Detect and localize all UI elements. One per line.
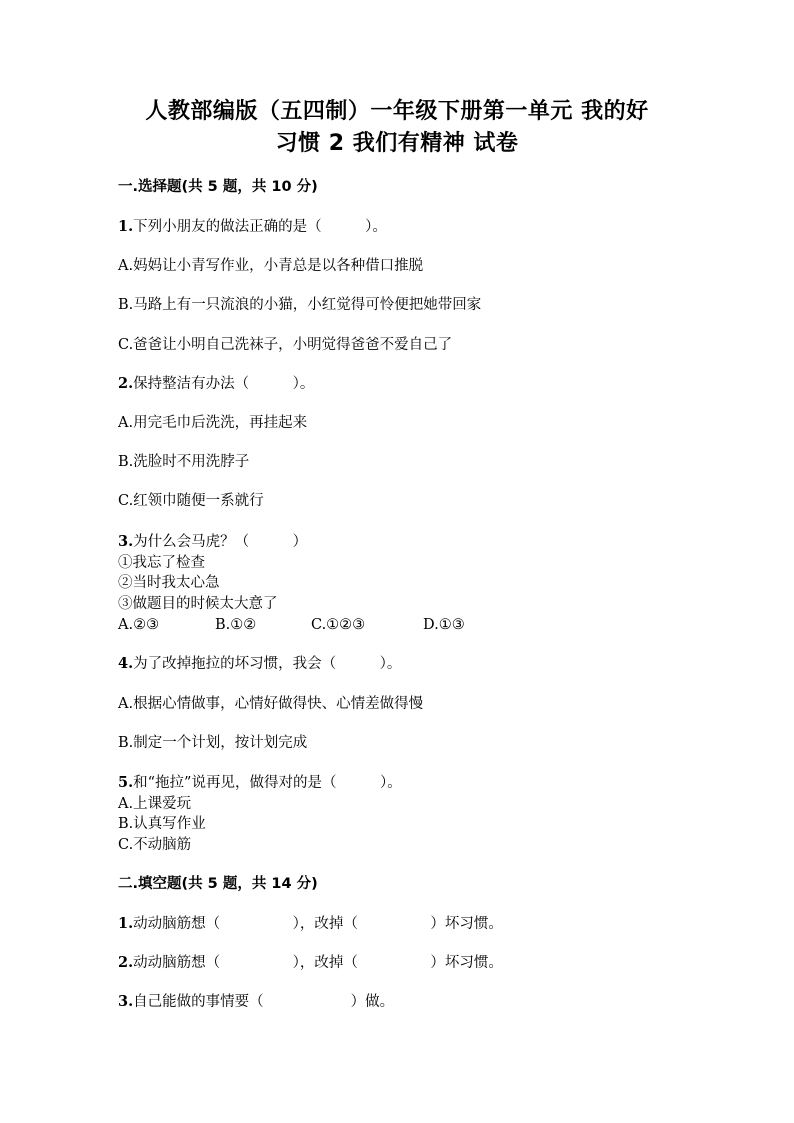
- question-1-option-b: B.马路上有一只流浪的小猫，小红觉得可怜便把她带回家: [118, 297, 482, 313]
- question-1-option-a: A.妈妈让小青写作业，小青总是以各种借口推脱: [118, 258, 424, 274]
- section-heading-fill: 二.填空题(共 5 题，共 14 分): [118, 876, 318, 892]
- question-number: 3.: [118, 533, 134, 550]
- exam-title-line-1: 人教部编版（五四制）一年级下册第一单元 我的好: [145, 99, 649, 124]
- question-3: [118, 532, 307, 552]
- question-stem: 保持整洁有办法（ ）。: [133, 376, 315, 392]
- question-5-option-a: A.上课爱玩: [118, 796, 192, 812]
- question-stem: 为了改掉拖拉的坏习惯，我会（ ）。: [133, 656, 402, 672]
- question-number: 2.: [118, 375, 134, 392]
- question-stem: 为什么会马虎？（ ）: [133, 534, 308, 550]
- question-3-statement-2: ②当时我太心急: [118, 575, 220, 591]
- question-3-option-a: A.②③: [118, 617, 160, 633]
- question-number: 1.: [118, 915, 134, 932]
- question-number: 4.: [118, 655, 134, 672]
- question-3-statement-3: ③做题目的时候太大意了: [118, 596, 278, 612]
- exam-title-line-2: 习惯 2 我们有精神 试卷: [275, 131, 519, 156]
- question-number: 1.: [118, 218, 134, 235]
- question-1: [118, 217, 387, 237]
- question-number: 3.: [118, 993, 134, 1010]
- question-2-option-b: B.洗脸时不用洗脖子: [118, 454, 250, 470]
- question-stem: 下列小朋友的做法正确的是（ ）。: [133, 219, 387, 235]
- question-3-option-b: B.①②: [215, 617, 257, 633]
- question-3-option-c: C.①②③: [311, 617, 366, 633]
- fill-question-2: [118, 953, 503, 973]
- question-2: [118, 374, 314, 394]
- question-number: 2.: [118, 954, 134, 971]
- question-1-option-c: C.爸爸让小明自己洗袜子，小明觉得爸爸不爱自己了: [118, 337, 453, 353]
- question-number: 5.: [118, 774, 134, 791]
- fill-question-1: [118, 914, 503, 934]
- question-3-option-d: D.①③: [423, 617, 465, 633]
- section-heading-choice: 一.选择题(共 5 题，共 10 分): [118, 179, 318, 195]
- fill-question-3: [118, 992, 394, 1012]
- question-3-statement-1: ①我忘了检查: [118, 555, 205, 571]
- question-2-option-c: C.红领巾随便一系就行: [118, 493, 264, 509]
- question-5-option-b: B.认真写作业: [118, 816, 206, 832]
- question-2-option-a: A.用完毛巾后洗洗，再挂起来: [118, 415, 308, 431]
- question-stem: 和“拖拉”说再见，做得对的是（ ）。: [133, 775, 402, 791]
- question-5: [118, 773, 402, 793]
- fill-question-text: 自己能做的事情要（ ）做。: [133, 994, 395, 1010]
- fill-question-text: 动动脑筋想（ ），改掉（ ）坏习惯。: [133, 955, 503, 971]
- question-4-option-b: B.制定一个计划，按计划完成: [118, 735, 308, 751]
- question-4-option-a: A.根据心情做事，心情好做得快、心情差做得慢: [118, 696, 424, 712]
- question-4: [118, 654, 401, 674]
- question-5-option-c: C.不动脑筋: [118, 837, 192, 853]
- fill-question-text: 动动脑筋想（ ），改掉（ ）坏习惯。: [133, 916, 503, 932]
- question-3-options: [118, 615, 518, 635]
